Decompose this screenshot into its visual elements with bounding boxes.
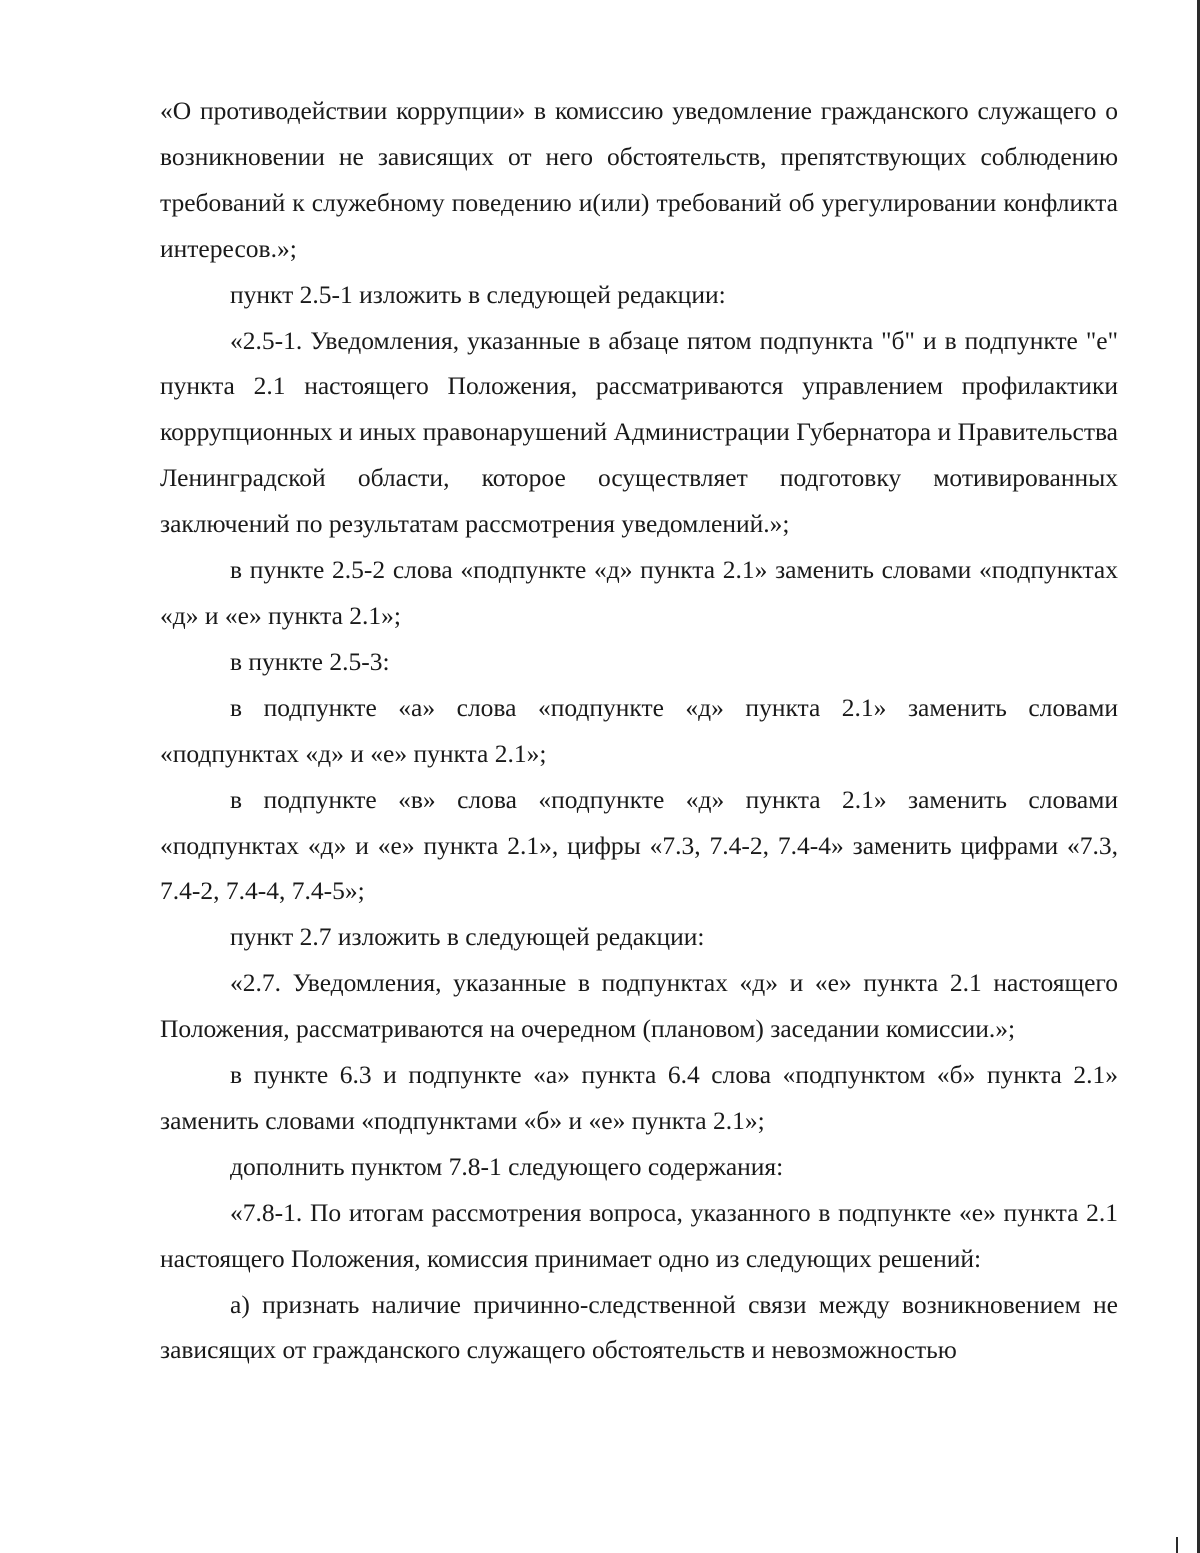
paragraph: в подпункте «в» слова «подпункте «д» пункта 2.1» заменить словами «подпунктах «д» и «е» пункта 2.1», цифры «7.3, 7.4-2, 7.4-4» заменить цифрами «7.3, 7.4-2, 7.4-4, 7.4-5»; (160, 784, 1118, 906)
paragraph: а) признать наличие причинно-следственной связи между возникновением не зависящих от гражданского служащего обстоятельств и невозможностью (160, 1289, 1118, 1365)
document-body (160, 88, 1118, 1373)
scan-edge-tick (1176, 1537, 1178, 1553)
paragraph: в пункте 2.5-3: (230, 646, 390, 676)
paragraph: «2.7. Уведомления, указанные в подпунктах «д» и «е» пункта 2.1 настоящего Положения, рассматриваются на очередном (плановом) заседании комиссии.»; (160, 968, 1118, 1044)
paragraph: пункт 2.5-1 изложить в следующей редакции: (230, 279, 726, 309)
paragraph: в пункте 2.5-2 слова «подпункте «д» пункта 2.1» заменить словами «подпунктах «д» и «е» пункта 2.1»; (160, 555, 1118, 630)
paragraph: «7.8-1. По итогам рассмотрения вопроса, указанного в подпункте «е» пункта 2.1 настоящего Положения, комиссия принимает одно из следующих решений: (160, 1197, 1118, 1273)
paragraph: пункт 2.7 изложить в следующей редакции: (230, 922, 705, 952)
paragraph: дополнить пунктом 7.8-1 следующего содержания: (230, 1151, 784, 1181)
paragraph: «О противодействии коррупции» в комиссию уведомление гражданского служащего о возникновении не зависящих от него обстоятельств, препятствующих соблюдению требований к служебному поведению и(или) требований об урегулировании конфликта интересов.»; (160, 96, 1118, 263)
paragraph: в подпункте «а» слова «подпункте «д» пункта 2.1» заменить словами «подпунктах «д» и «е» пункта 2.1»; (160, 692, 1118, 768)
paragraph: в пункте 6.3 и подпункте «а» пункта 6.4 слова «подпунктом «б» пункта 2.1» заменить словами «подпунктами «б» и «е» пункта 2.1»; (160, 1060, 1118, 1135)
paragraph: «2.5-1. Уведомления, указанные в абзаце пятом подпункта "б" и в подпункте "е" пункта 2.1 настоящего Положения, рассматриваются управлением профилактики коррупционных и иных правонарушений Администрации Губернатора и Правительства Ленинградской области, которое осуществляет подготовку мотивированных заключений по результатам рассмотрения уведомлений.»; (160, 325, 1118, 539)
